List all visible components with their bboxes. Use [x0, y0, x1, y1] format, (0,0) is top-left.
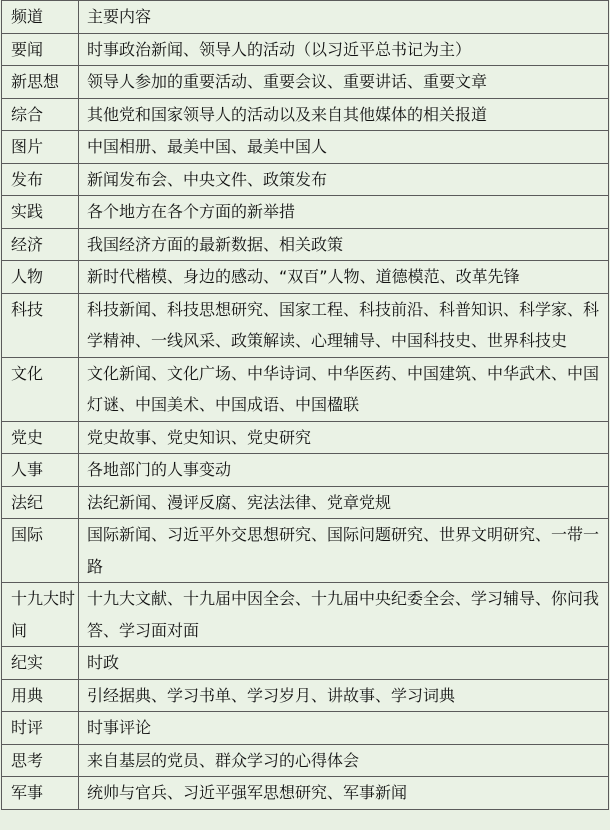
content-cell: 十九大文献、十九届中因全会、十九届中央纪委全会、学习辅导、你问我答、学习面对面 [79, 583, 609, 647]
table-body [2, 1, 609, 810]
content-cell: 科技新闻、科技思想研究、国家工程、科技前沿、科普知识、科学家、科学精神、一线风采、政策解读、心理辅导、中国科技史、世界科技史 [79, 293, 609, 357]
table-row [2, 647, 609, 680]
content-cell: 国际新闻、习近平外交思想研究、国际问题研究、世界文明研究、一带一路 [79, 519, 609, 583]
channel-cell: 综合 [2, 98, 79, 131]
content-cell: 领导人参加的重要活动、重要会议、重要讲话、重要文章 [79, 66, 609, 99]
table-row [2, 98, 609, 131]
content-cell: 各地部门的人事变动 [79, 454, 609, 487]
channel-cell: 新思想 [2, 66, 79, 99]
content-cell: 其他党和国家领导人的活动以及来自其他媒体的相关报道 [79, 98, 609, 131]
table-row [2, 777, 609, 810]
channel-cell: 经济 [2, 228, 79, 261]
content-cell: 法纪新闻、漫评反腐、宪法法律、党章党规 [79, 486, 609, 519]
channel-cell: 实践 [2, 196, 79, 229]
table-row [2, 293, 609, 357]
channel-cell: 图片 [2, 131, 79, 164]
table-row [2, 583, 609, 647]
header-content: 主要内容 [79, 1, 609, 34]
table-row [2, 486, 609, 519]
table-row [2, 163, 609, 196]
content-cell: 时事政治新闻、领导人的活动（以习近平总书记为主） [79, 33, 609, 66]
table-row [2, 712, 609, 745]
table-header-row [2, 1, 609, 34]
table-row [2, 679, 609, 712]
header-channel: 频道 [2, 1, 79, 34]
table-row [2, 196, 609, 229]
table-row [2, 454, 609, 487]
content-cell: 我国经济方面的最新数据、相关政策 [79, 228, 609, 261]
content-cell: 中国相册、最美中国、最美中国人 [79, 131, 609, 164]
channel-cell: 人事 [2, 454, 79, 487]
channel-cell: 党史 [2, 421, 79, 454]
content-cell: 新时代楷模、身边的感动、“双百”人物、道德模范、改革先锋 [79, 261, 609, 294]
channel-cell: 法纪 [2, 486, 79, 519]
channel-cell: 发布 [2, 163, 79, 196]
channel-cell: 用典 [2, 679, 79, 712]
channel-cell: 十九大时间 [2, 583, 79, 647]
channel-content-table [1, 0, 609, 810]
channel-cell: 纪实 [2, 647, 79, 680]
content-cell: 各个地方在各个方面的新举措 [79, 196, 609, 229]
table-row [2, 519, 609, 583]
table-row [2, 66, 609, 99]
table-row [2, 421, 609, 454]
channel-cell: 文化 [2, 357, 79, 421]
content-cell: 文化新闻、文化广场、中华诗词、中华医药、中国建筑、中华武术、中国灯谜、中国美术、中国成语、中国楹联 [79, 357, 609, 421]
content-cell: 党史故事、党史知识、党史研究 [79, 421, 609, 454]
channel-cell: 思考 [2, 744, 79, 777]
channel-cell: 时评 [2, 712, 79, 745]
content-cell: 新闻发布会、中央文件、政策发布 [79, 163, 609, 196]
table-row [2, 131, 609, 164]
table-row [2, 357, 609, 421]
channel-cell: 国际 [2, 519, 79, 583]
table-row [2, 228, 609, 261]
content-cell: 引经据典、学习书单、学习岁月、讲故事、学习词典 [79, 679, 609, 712]
content-cell: 时政 [79, 647, 609, 680]
table-row [2, 33, 609, 66]
content-cell: 统帅与官兵、习近平强军思想研究、军事新闻 [79, 777, 609, 810]
content-cell: 时事评论 [79, 712, 609, 745]
table-row [2, 744, 609, 777]
channel-cell: 人物 [2, 261, 79, 294]
channel-cell: 军事 [2, 777, 79, 810]
channel-cell: 要闻 [2, 33, 79, 66]
channel-cell: 科技 [2, 293, 79, 357]
content-cell: 来自基层的党员、群众学习的心得体会 [79, 744, 609, 777]
table-row [2, 261, 609, 294]
